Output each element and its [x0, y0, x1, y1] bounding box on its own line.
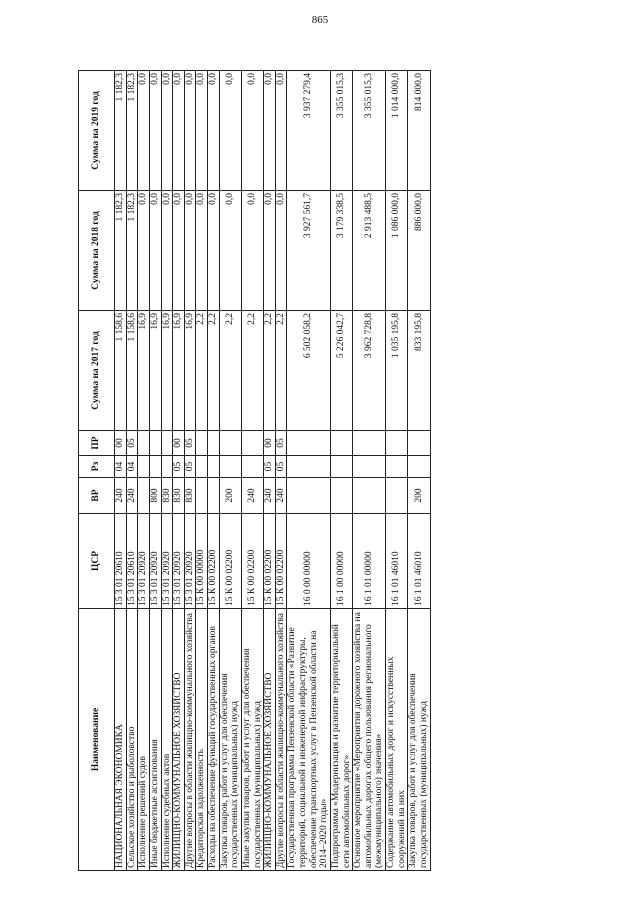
cell-pr: 05	[126, 431, 138, 456]
cell-vr: 830	[161, 478, 173, 514]
cell-vr	[386, 478, 408, 514]
cell-2017: 16,9	[173, 311, 185, 431]
cell-name: Государственная программа Пензенской области «Развитие территорий, социальной и инженерной инфраструктуры, обеспечение транспортных услуг в Пензенской области на 2014–2020 годы»	[287, 609, 331, 871]
cell-name: Содержание автомобильных дорог и искусственных сооружений на них	[386, 609, 408, 871]
cell-name: НАЦИОНАЛЬНАЯ ЭКОНОМИКА	[115, 609, 127, 871]
cell-vr: 240	[126, 478, 138, 514]
cell-2017: 3 962 728,8	[353, 311, 386, 431]
table-row	[184, 71, 196, 871]
cell-name: Другие вопросы в области жилищно-коммунального хозяйства	[275, 609, 287, 871]
cell-vr: 830	[184, 478, 196, 514]
table-row	[149, 71, 161, 871]
cell-2018: 0,0	[275, 191, 287, 311]
cell-2018: 0,0	[264, 191, 276, 311]
cell-rz	[208, 456, 220, 478]
cell-pr	[208, 431, 220, 456]
cell-2018: 0,0	[161, 191, 173, 311]
cell-csr: 16 0 00 00000	[287, 514, 331, 609]
cell-2019: 814 000,0	[408, 71, 430, 191]
cell-vr	[196, 478, 208, 514]
table-row	[264, 71, 276, 871]
cell-2019: 1 014 000,0	[386, 71, 408, 191]
cell-csr: 16 1 01 46010	[408, 514, 430, 609]
cell-2017: 2,2	[208, 311, 220, 431]
cell-csr: 16 1 01 00000	[353, 514, 386, 609]
cell-2017: 16,9	[138, 311, 150, 431]
cell-2019: 3 355 015,3	[330, 71, 352, 191]
cell-2017: 16,9	[184, 311, 196, 431]
cell-csr: 15 3 01 20610	[115, 514, 127, 609]
cell-2018: 1 182,3	[115, 191, 127, 311]
cell-2019: 0,0	[138, 71, 150, 191]
cell-2018: 2 913 488,5	[353, 191, 386, 311]
cell-rz	[287, 456, 331, 478]
table-row	[138, 71, 150, 871]
cell-name: Сельское хозяйство и рыболовство	[126, 609, 138, 871]
cell-2019: 0,0	[149, 71, 161, 191]
cell-csr: 15 3 01 20920	[149, 514, 161, 609]
header-row	[79, 71, 115, 871]
cell-name: Иные закупки товаров, работ и услуг для обеспечения государственных (муниципальных) нужд	[241, 609, 263, 871]
cell-rz: 05	[275, 456, 287, 478]
cell-vr: 800	[149, 478, 161, 514]
cell-rz: 04	[115, 456, 127, 478]
cell-csr: 16 1 00 00000	[330, 514, 352, 609]
cell-vr: 830	[173, 478, 185, 514]
cell-2017: 2,2	[196, 311, 208, 431]
cell-name: Расходы на обеспечение функций государственных органов	[208, 609, 220, 871]
cell-2018: 0,0	[241, 191, 263, 311]
cell-2019: 0,0	[219, 71, 241, 191]
cell-2018: 3 179 338,5	[330, 191, 352, 311]
cell-csr: 15 3 01 20920	[138, 514, 150, 609]
cell-rz	[219, 456, 241, 478]
table-row	[173, 71, 185, 871]
cell-rz	[161, 456, 173, 478]
table-row	[386, 71, 408, 871]
cell-name: Кредиторская задолженность	[196, 609, 208, 871]
cell-2017: 2,2	[264, 311, 276, 431]
cell-csr: 16 1 01 46010	[386, 514, 408, 609]
cell-rz	[408, 456, 430, 478]
cell-2019: 0,0	[173, 71, 185, 191]
cell-csr: 15 К 00 02200	[208, 514, 220, 609]
cell-pr	[353, 431, 386, 456]
cell-name: ЖИЛИЩНО-КОММУНАЛЬНОЕ ХОЗЯЙСТВО	[173, 609, 185, 871]
cell-rz: 04	[126, 456, 138, 478]
cell-rz	[353, 456, 386, 478]
cell-2019: 0,0	[208, 71, 220, 191]
header-2018: Сумма на 2018 год	[79, 191, 115, 311]
cell-rz	[138, 456, 150, 478]
cell-rz	[386, 456, 408, 478]
cell-pr	[149, 431, 161, 456]
cell-pr	[138, 431, 150, 456]
header-rz: Рз	[79, 456, 115, 478]
cell-2017: 2,2	[275, 311, 287, 431]
cell-pr: 00	[173, 431, 185, 456]
table-row	[196, 71, 208, 871]
cell-2017: 16,9	[161, 311, 173, 431]
cell-2017: 6 502 058,2	[287, 311, 331, 431]
cell-2018: 886 000,0	[408, 191, 430, 311]
cell-2019: 1 182,3	[126, 71, 138, 191]
cell-2018: 3 927 561,7	[287, 191, 331, 311]
cell-csr: 15 К 00 02200	[275, 514, 287, 609]
cell-csr: 15 К 00 00000	[196, 514, 208, 609]
cell-pr: 05	[275, 431, 287, 456]
cell-pr	[219, 431, 241, 456]
table-row	[208, 71, 220, 871]
cell-pr	[161, 431, 173, 456]
cell-csr: 15 К 00 02200	[241, 514, 263, 609]
table-row	[330, 71, 352, 871]
cell-name: Закупка товаров, работ и услуг для обеспечения государственных (муниципальных) нужд	[408, 609, 430, 871]
cell-2017: 16,9	[149, 311, 161, 431]
header-2017: Сумма на 2017 год	[79, 311, 115, 431]
cell-rz: 05	[184, 456, 196, 478]
cell-2019: 0,0	[275, 71, 287, 191]
cell-vr	[208, 478, 220, 514]
header-2019: Сумма на 2019 год	[79, 71, 115, 191]
cell-2019: 0,0	[241, 71, 263, 191]
header-pr: ПР	[79, 431, 115, 456]
cell-2019: 3 355 015,3	[353, 71, 386, 191]
cell-vr: 240	[115, 478, 127, 514]
header-vr: ВР	[79, 478, 115, 514]
cell-vr	[138, 478, 150, 514]
cell-2017: 1 158,6	[126, 311, 138, 431]
cell-pr	[408, 431, 430, 456]
cell-rz	[149, 456, 161, 478]
cell-2017: 1 158,6	[115, 311, 127, 431]
cell-vr: 240	[275, 478, 287, 514]
cell-2019: 0,0	[184, 71, 196, 191]
cell-csr: 15 К 00 02200	[264, 514, 276, 609]
table-row	[275, 71, 287, 871]
cell-2017: 5 226 042,7	[330, 311, 352, 431]
cell-2018: 0,0	[219, 191, 241, 311]
table-row	[241, 71, 263, 871]
cell-vr: 200	[219, 478, 241, 514]
cell-2018: 0,0	[149, 191, 161, 311]
cell-2017: 2,2	[219, 311, 241, 431]
cell-2018: 0,0	[208, 191, 220, 311]
table-row	[115, 71, 127, 871]
cell-2017: 2,2	[241, 311, 263, 431]
cell-2019: 1 182,3	[115, 71, 127, 191]
cell-2018: 0,0	[138, 191, 150, 311]
cell-name: Основное мероприятие «Мероприятия дорожного хозяйства на автомобильных дорогах общего пользования регионального (межмуниципального) значения»	[353, 609, 386, 871]
budget-table	[78, 70, 431, 871]
cell-rz	[196, 456, 208, 478]
cell-2018: 0,0	[184, 191, 196, 311]
table-row	[219, 71, 241, 871]
header-csr: ЦСР	[79, 514, 115, 609]
cell-csr: 15 К 00 02200	[219, 514, 241, 609]
cell-2018: 0,0	[173, 191, 185, 311]
cell-rz	[241, 456, 263, 478]
cell-vr: 240	[241, 478, 263, 514]
cell-name: Иные бюджетные ассигнования	[149, 609, 161, 871]
rotated-table-wrapper	[78, 71, 536, 871]
cell-vr	[330, 478, 352, 514]
table-row	[353, 71, 386, 871]
cell-2019: 0,0	[161, 71, 173, 191]
cell-csr: 15 3 01 20920	[161, 514, 173, 609]
cell-name: Другие вопросы в области жилищно-коммунального хозяйства	[184, 609, 196, 871]
cell-2018: 0,0	[196, 191, 208, 311]
table-row	[126, 71, 138, 871]
cell-csr: 15 3 01 20610	[126, 514, 138, 609]
cell-name: ЖИЛИЩНО-КОММУНАЛЬНОЕ ХОЗЯЙСТВО	[264, 609, 276, 871]
cell-2019: 0,0	[196, 71, 208, 191]
cell-pr: 05	[184, 431, 196, 456]
cell-rz: 05	[173, 456, 185, 478]
cell-csr: 15 3 01 20920	[184, 514, 196, 609]
cell-2018: 1 086 000,0	[386, 191, 408, 311]
cell-2017: 833 195,8	[408, 311, 430, 431]
cell-vr: 240	[264, 478, 276, 514]
cell-vr: 200	[408, 478, 430, 514]
cell-name: Закупка товаров, работ и услуг для обеспечения государственных (муниципальных) нужд	[219, 609, 241, 871]
cell-pr: 00	[264, 431, 276, 456]
page-number: 865	[311, 14, 329, 26]
cell-2017: 1 035 195,8	[386, 311, 408, 431]
table-row	[408, 71, 430, 871]
cell-csr: 15 3 01 20920	[173, 514, 185, 609]
cell-vr	[287, 478, 331, 514]
cell-2019: 0,0	[264, 71, 276, 191]
cell-pr	[287, 431, 331, 456]
cell-2018: 1 182,3	[126, 191, 138, 311]
cell-pr	[330, 431, 352, 456]
table-row	[287, 71, 331, 871]
cell-2019: 3 937 279,4	[287, 71, 331, 191]
cell-name: Исполнение судебных актов	[161, 609, 173, 871]
cell-name: Исполнение решений судов	[138, 609, 150, 871]
cell-pr	[196, 431, 208, 456]
header-name: Наименование	[79, 609, 115, 871]
cell-pr	[241, 431, 263, 456]
cell-name: Подпрограмма «Модернизация и развитие территориальной сети автомобильных дорог»	[330, 609, 352, 871]
table-row	[161, 71, 173, 871]
cell-rz: 05	[264, 456, 276, 478]
cell-vr	[353, 478, 386, 514]
cell-pr	[386, 431, 408, 456]
cell-rz	[330, 456, 352, 478]
cell-pr: 00	[115, 431, 127, 456]
